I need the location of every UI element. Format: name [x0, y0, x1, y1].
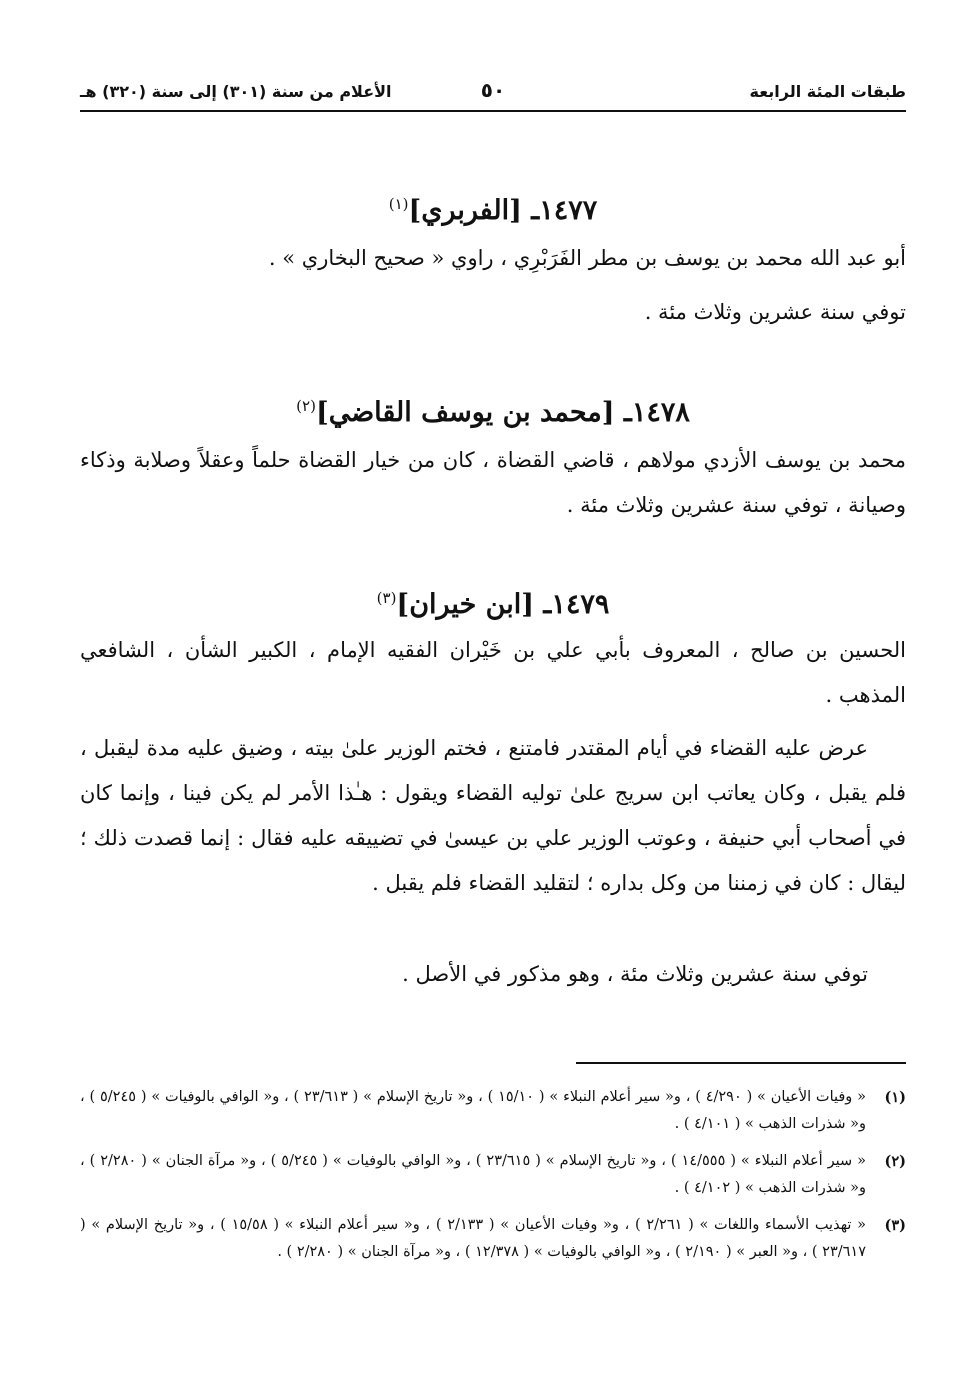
header-year-range: الأعلام من سنة (٣٠١) إلى سنة (٣٢٠) هـ — [80, 82, 392, 101]
footnote-ref[interactable]: (٢) — [296, 397, 316, 415]
footnote-3 — [80, 1212, 906, 1266]
footnote-text: « وفيات الأعيان » ( ٤/٢٩٠ ) ، و« سير أعلام النبلاء » ( ١٥/١٠ ) ، و« تاريخ الإسلام » ( ٢٣/٦١٣ ) ، و« الوافي بالوفيات » ( ٥/٢٤٥ ) ، و« شذرات الذهب » ( ٤/١٠١ ) . — [80, 1089, 866, 1132]
entry-title-text: ١٤٧٨ـ [محمد بن يوسف القاضي] — [315, 397, 690, 428]
entry-1477-death: توفي سنة عشرين وثلاث مئة . — [644, 300, 906, 324]
running-header — [80, 78, 906, 112]
entry-1479-death: توفي سنة عشرين وثلاث مئة ، وهو مذكور في الأصل . — [402, 962, 868, 986]
footnote-number: (١) — [884, 1089, 906, 1106]
footnote-text: « تهذيب الأسماء واللغات » ( ٢/٢٦١ ) ، و« وفيات الأعيان » ( ٢/١٣٣ ) ، و« سير أعلام النبلاء » ( ١٥/٥٨ ) ، و« تاريخ الإسلام » ( ٢٣/٦١٧ ) ، و« العبر » ( ٢/١٩٠ ) ، و« الوافي بالوفيات » ( ١٢/٣٧٨ ) ، و« مرآة الجنان » ( ٢/٢٨٠ ) . — [80, 1217, 866, 1260]
entry-title-1477 — [80, 184, 906, 231]
footnote-separator — [576, 1062, 906, 1064]
footnote-number: (٢) — [884, 1153, 906, 1170]
footnote-1 — [80, 1084, 906, 1138]
page-number: ٥٠ — [480, 78, 506, 102]
entry-1477-paragraph: أبو عبد الله محمد بن يوسف بن مطر الفَرَبْرِي ، راوي « صحيح البخاري » . — [268, 246, 906, 270]
entry-title-text: ١٤٧٩ـ [ابن خيران] — [396, 589, 610, 620]
entry-1479-paragraph-2: عرض عليه القضاء في أيام المقتدر فامتنع ، فختم الوزير علىٰ بيته ، وضيق عليه مدة ليقبل ، فلم يقبل ، وكان يعاتب ابن سريج علىٰ توليه القضاء ويقول : هـٰذا الأمر لم يكن فينا ، وإنما كان في أصحاب أبي حنيفة ، وعوتب الوزير علي بن عيسىٰ في تضييقه عليه فقال : إنما قصدت ذلك ؛ ليقال : كان في زمننا من وكل بداره ؛ لتقليد القضاء فلم يقبل . — [80, 736, 906, 895]
header-book-section: طبقات المئة الرابعة — [749, 82, 906, 101]
footnote-2 — [80, 1148, 906, 1202]
entry-title-1479 — [80, 578, 906, 625]
entry-1479-paragraph-1: الحسين بن صالح ، المعروف بأبي علي بن خَيْران الفقيه الإمام ، الكبير الشأن ، الشافعي المذهب . — [80, 638, 906, 707]
entry-1478-paragraph: محمد بن يوسف الأزدي مولاهم ، قاضي القضاة ، كان من خيار القضاة حلماً وعقلاً وصلابة وذكاء وصيانة ، توفي سنة عشرين وثلاث مئة . — [80, 448, 906, 517]
entry-title-1478 — [80, 386, 906, 433]
footnote-number: (٣) — [884, 1217, 906, 1234]
footnote-ref[interactable]: (١) — [388, 195, 409, 213]
entry-title-text: ١٤٧٧ـ [الفربري] — [408, 195, 598, 226]
footnote-text: « سير أعلام النبلاء » ( ١٤/٥٥٥ ) ، و« تاريخ الإسلام » ( ٢٣/٦١٥ ) ، و« الوافي بالوفيات » ( ٥/٢٤٥ ) ، و« مرآة الجنان » ( ٢/٢٨٠ ) ، و« شذرات الذهب » ( ٤/١٠٢ ) . — [80, 1153, 866, 1196]
footnote-ref[interactable]: (٣) — [376, 589, 397, 607]
